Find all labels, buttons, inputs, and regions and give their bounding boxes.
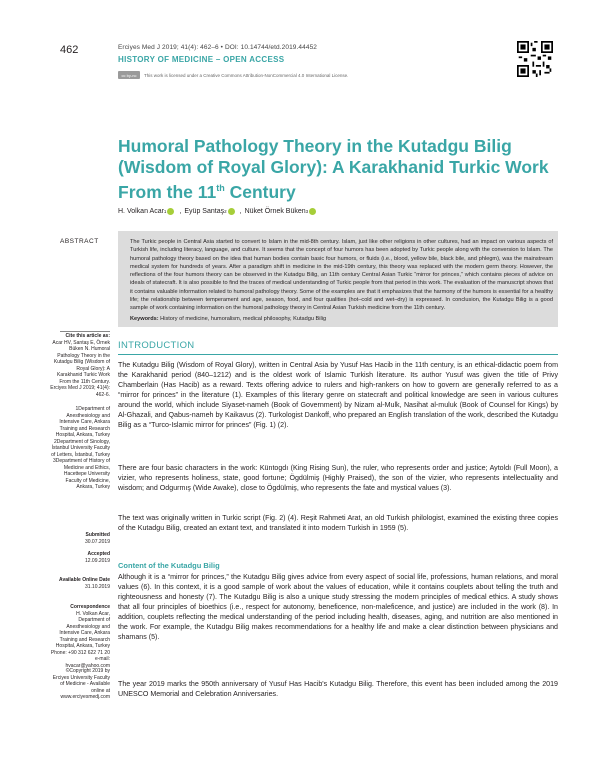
cite-text: Acar HV, Santaş E, Örnek Büken N. Humoral Pathology Theory in the Kutadgu Bilig (Wisdom of Royal Glory): A Karakhanid Turkic Work From the 11th Century. Erciyes Med J 2019; 41(4): 462-6. xyxy=(50,339,110,398)
qr-code-icon xyxy=(517,41,553,77)
submitted-date: Submitted 30.07.2019 xyxy=(84,532,110,545)
cc-license-badge: cc by-nc xyxy=(118,71,140,79)
author-name: Eyüp Santaş xyxy=(184,208,225,215)
online-date: Available Online Date 31.10.2019 xyxy=(59,577,110,590)
paragraph: Although it is a “mirror for princes,” the Kutadgu Bilig gives advice from every aspect of social life, professions, human relations, and moral values (6). In this context, it is a good sample of work about the values of education, while it contains couplets about telling the truth and righteousness and honesty (7). The Kutadgu Bilig is also a unique study stressing the modern principles of medical ethics. A study shows that all four principles of bioethics (i.e., respect for autonomy, beneficence, non-maleficence, and justice) are included in the work (8). In addition, couplets reflecting the medical understanding of the period including health, diseases, aging, and nutrition are also mentioned in the work. For example, the Kutadgu Bilig makes recommendations for a healthy life and make a clear distinction between physicians and shamans (5). xyxy=(118,573,558,641)
author-name: H. Volkan Acar xyxy=(118,208,164,215)
abstract-label: ABSTRACT xyxy=(60,238,99,245)
orcid-icon[interactable] xyxy=(309,208,316,215)
journal-citation-line: Erciyes Med J 2019; 41(4): 462–6 • DOI: 10.14744/etd.2019.44452 xyxy=(118,44,318,51)
orcid-icon[interactable] xyxy=(228,208,235,215)
correspondence: Correspondence H. Volkan Acar, Department of Anesthesiology and Intensive Care, Ankara Training and Research Hospital, Ankara, Turkey Phone: +90 312 622 71 20 e-mail: hvacar@yahoo.com xyxy=(50,604,110,669)
orcid-icon[interactable] xyxy=(167,208,174,215)
section-label: HISTORY OF MEDICINE – OPEN ACCESS xyxy=(118,55,285,64)
keywords: Keywords: History of medicine, humoralism, medical philosophy, Kutadgu Bilig xyxy=(130,316,327,322)
section-heading: INTRODUCTION xyxy=(118,340,195,351)
paragraph: The Kutadgu Bilig (Wisdom of Royal Glory), written in Central Asia by Yusuf Has Hacib in the 11th century, is an ethical-didactic poem from the Karakhanid period (840–1212) and is the oldest work of Islamic Turkish literature. Its author Yusuf was given the title of Privy Chamberlain (Has Hacib) as a reward. Texts offering advice to rulers and high-rankers on how to govern are generally referred to as a “mirror for princes” in the literature (1). Examples of this literary genre on statecraft and political knowledge are seen in various cultures around the world, which include Siyaset-nameh (Book of Government) by Nizam al-Mulk, Nasihat al-muluk (Book of Counsel for Kings) by Al-Ghazali, and Qabus-nameh by Kaikavus (2). Turkologist Dankoff, who prepared an English translation of the work, described the Kutadgu Bilig as a “Turco-Islamic mirror for princes” (Fig. 1) (2). xyxy=(118,361,558,429)
paragraph: There are four basic characters in the work: Küntogdı (King Rising Sun), the ruler, who represents order and justice; Aytoldı (Full Moon), a vizier, who represents holiness, state, good fortune; Ögdülmiş (Highly Praised), the son of the vizier, who represents intellectuality and wisdom; and Odgurmış (Wide Awake), close to Ögdülmiş, who represents the fate and mystical values (3). xyxy=(118,464,558,492)
section-rule xyxy=(118,354,558,355)
license-line xyxy=(118,71,348,79)
paragraph: The text was originally written in Turkic script (Fig. 2) (4). Reşit Rahmeti Arat, an old Turkish philologist, examined the existing three copies of the Kutadgu Bilig, created an extant text, and translated it into modern Turkish in 1959 (5). xyxy=(118,514,558,532)
subheading: Content of the Kutadgu Bilig xyxy=(118,561,220,570)
accepted-date: Accepted 12.09.2019 xyxy=(84,551,110,564)
cite-block: Cite this article as: Acar HV, Santaş E, Örnek Büken N. Humoral Pathology Theory in the Kutadgu Bilig (Wisdom of Royal Glory): A Karakhanid Turkic Work From the 11th Century. Erciyes Med J 2019; 41(4): 462-6. xyxy=(50,333,110,398)
author-list: H. Volkan Acar 1 , Eyüp Santaş 2 , Nüket Örnek Büken 3 xyxy=(118,208,318,215)
page-number: 462 xyxy=(60,44,79,56)
abstract-text: The Turkic people in Central Asia started to convert to Islam in the mid-8th century. Islam, just like other religions in other cultures, had an impact on various aspects of Turkish life, including literacy, language, and culture. It seems that the concept of four humors has been adopted by Turkic people along with the conversion to Islam. The humoral pathology theory based on the idea that human bodies contain basic four humors, or fluids (i.e., blood, yellow bile, black bile, and phlegm), was the mainstream medical system for hundreds of years. After a paradigm shift in medicine in the mid-19th century, this theory was replaced with the modern germ theory. However, the reflections of the four humors theory can be observed in the Kutadgu Bilig, an 11th century Central Asian Turkic “mirror for princes,” which contains pieces of advice on ideals of statecraft. It is also possible to find the traces of medical understanding of Turkic people from that period in this work. The evaluation of the manuscript shows that it contains valuable information related to humoral pathology theory. Some of the examples are that it emphasizes that the harmony of the humors is essential for a healthy life; the relationship between temperament and age, season, food, and four qualities (hot–cold and wet–dry) is expressed. In conclusion, the Kutadgu Bilig is a good sample of work containing information on the humoral pathology theory in Central Asian Turkish medicine from the 11th century. xyxy=(130,239,553,312)
affiliations: 1Department of Anesthesiology and Intensive Care, Ankara Training and Research Hospital, Ankara, Turkey 2Department of Sinology, İstanbul University Faculty of Letters, İstanbul, Turkey 3Department of History of Medicine and Ethics, Hacettepe University Faculty of Medicine, Ankara, Turkey xyxy=(51,406,110,490)
paragraph: The year 2019 marks the 950th anniversary of Yusuf Has Hacib's Kutadgu Bilig. Therefore, this event has been included among the 2019 UNESCO Memorial and Celebration Anniversaries. xyxy=(118,680,558,698)
copyright: ©Copyright 2019 by Erciyes University Faculty of Medicine - Available online at www.erciyesmedj.com xyxy=(52,668,110,700)
sidebar-divider xyxy=(60,331,110,332)
author-name: Nüket Örnek Büken xyxy=(244,208,306,215)
article-title: Humoral Pathology Theory in the Kutadgu Bilig (Wisdom of Royal Glory): A Karakhanid Turkic Work From the 11th Century xyxy=(118,136,549,202)
license-text: This work is licensed under a Creative Commons Attribution-NonCommercial 4.0 International License. xyxy=(144,72,349,78)
